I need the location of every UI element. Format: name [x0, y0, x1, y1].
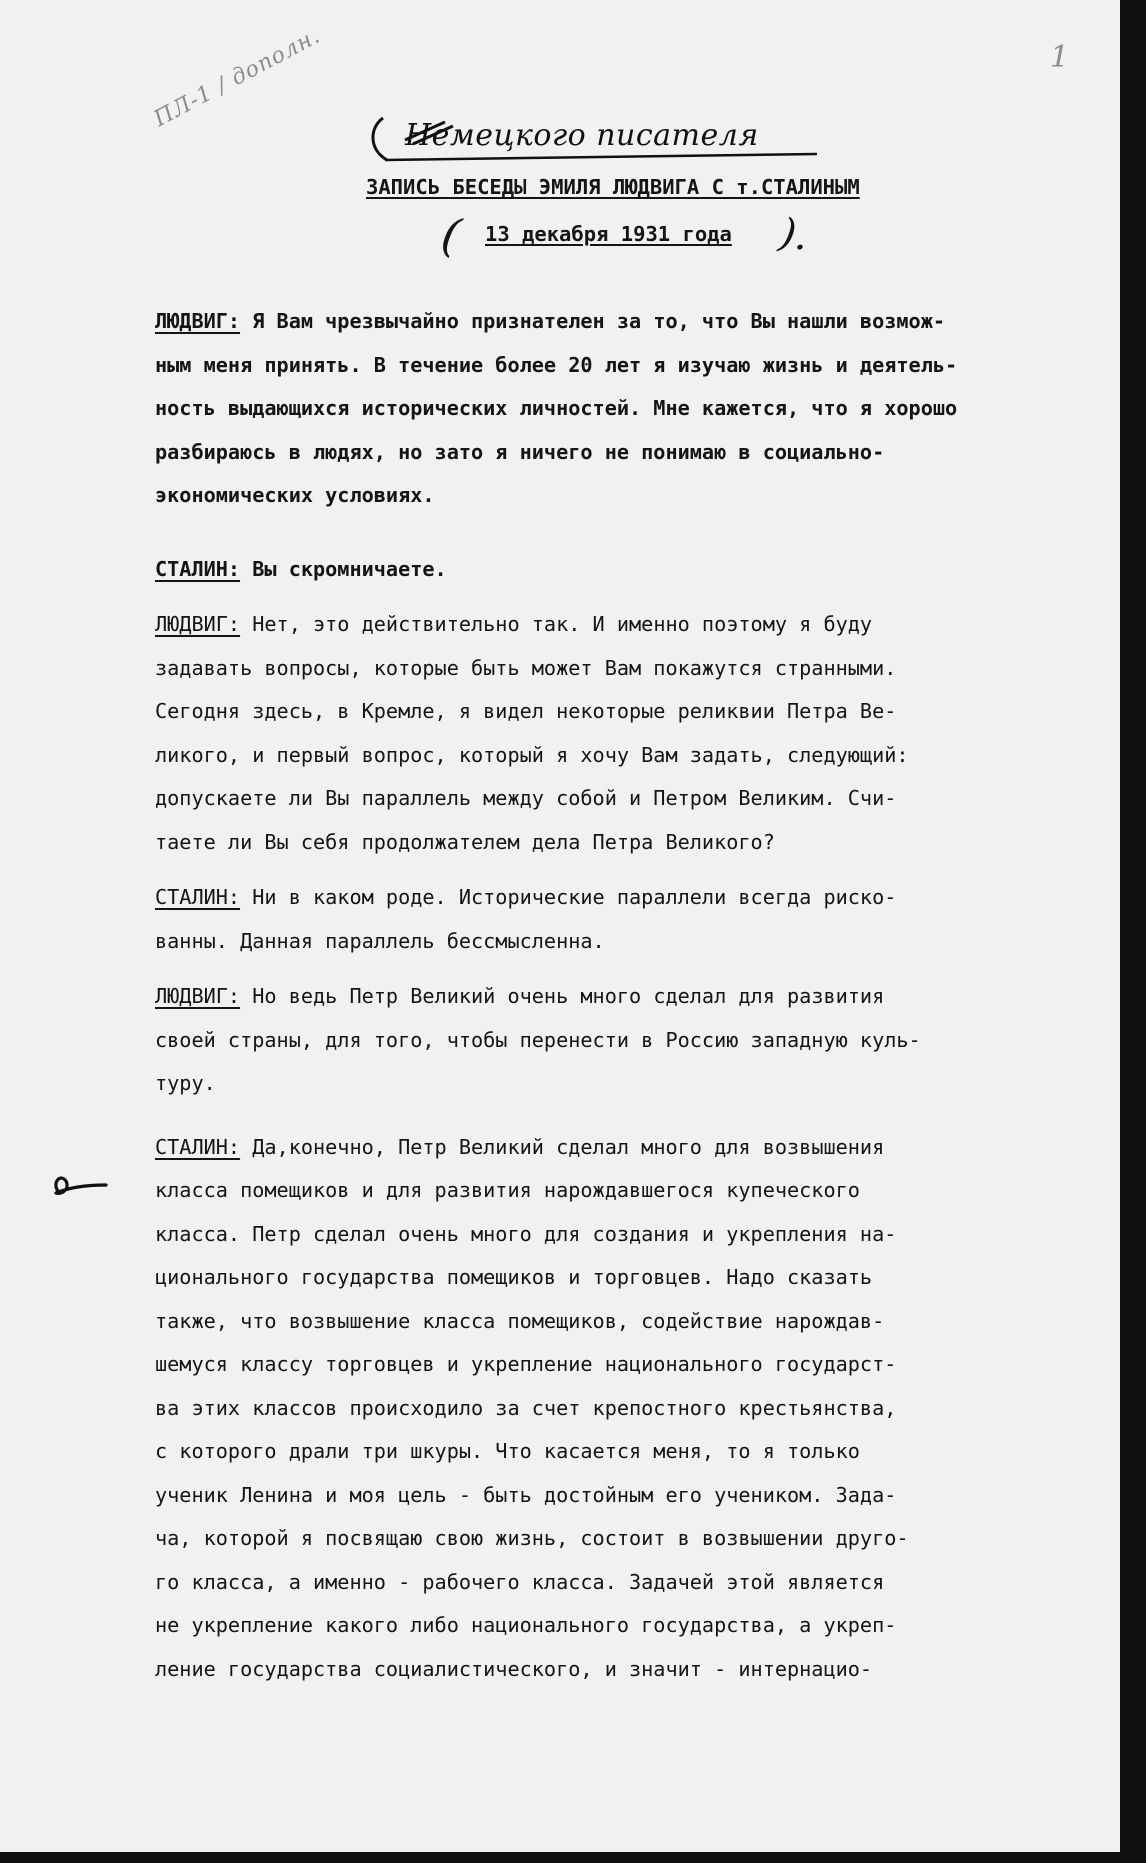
paragraph-line: класса помещиков и для развития нарождавшегося купеческого	[155, 1178, 860, 1202]
paragraph-line: ление государства социалистического, и значит - интернацио-	[155, 1656, 873, 1681]
scan-border-right	[1120, 0, 1146, 1863]
paragraph-line: класса. Петр сделал очень много для создания и укрепления на-	[155, 1221, 897, 1246]
paragraph-stalin-2	[155, 876, 1085, 963]
paragraph-ludwig-3	[155, 975, 1085, 1106]
speaker-label: СТАЛИН:	[155, 885, 241, 909]
paragraph-stalin-1	[155, 548, 1085, 592]
speaker-label: ЛЮДВИГ:	[155, 309, 241, 333]
paragraph-line: также, что возвышение класса помещиков, содействие нарождав-	[155, 1308, 885, 1333]
margin-check-mark-icon	[50, 1165, 110, 1205]
paragraph-line: ционального государства помещиков и торговцев. Надо сказать	[155, 1265, 873, 1289]
paragraph-line: ЛЮДВИГ: Я Вам чрезвычайно признателен за то, что Вы нашли возмож-	[155, 309, 946, 333]
document-title: ЗАПИСЬ БЕСЕДЫ ЭМИЛЯ ЛЮДВИГА С т.СТАЛИНЫМ	[366, 175, 860, 199]
paragraph-line: ва этих классов происходило за счет крепостного крестьянства,	[155, 1395, 897, 1420]
paragraph-line: туру.	[155, 1071, 216, 1095]
paragraph-line: ча, которой я посвящаю свою жизнь, состоит в возвышении друго-	[155, 1526, 909, 1550]
paragraph-line: задавать вопросы, которые быть может Вам покажутся странными.	[155, 655, 897, 680]
paragraph-line: СТАЛИН: Да,конечно, Петр Великий сделал много для возвышения	[155, 1134, 885, 1159]
speaker-label: СТАЛИН:	[155, 1134, 241, 1159]
margin-note: ПЛ-1 / дополн.	[150, 23, 325, 133]
speaker-label: ЛЮДВИГ:	[155, 612, 241, 636]
paragraph-ludwig-2	[155, 603, 1085, 864]
paragraph-ludwig-1	[155, 300, 1085, 518]
paragraph-line: ученик Ленина и моя цель - быть достойным его учеником. Зада-	[155, 1482, 897, 1507]
paragraph-line: СТАЛИН: Ни в каком роде. Исторические параллели всегда рискo-	[155, 885, 897, 909]
paragraph-line: ликого, и первый вопрос, который я хочу Вам задать, следующий:	[155, 742, 909, 767]
handwritten-heading	[385, 118, 759, 153]
paragraph-line: ЛЮДВИГ: Нет, это действительно так. И именно поэтому я буду	[155, 612, 873, 636]
paragraph-line: экономических условиях.	[155, 483, 435, 507]
handwritten-heading-text: Немецкого писателя	[405, 118, 759, 153]
speaker-label: ЛЮДВИГ:	[155, 984, 241, 1008]
paragraph-line: таете ли Вы себя продолжателем дела Петра Великого?	[155, 829, 775, 854]
document-date: 13 декабря 1931 года	[485, 222, 732, 246]
paragraph-line: не укрепление какого либо национального государства, а укреп-	[155, 1613, 897, 1637]
paragraph-line: ЛЮДВИГ: Но ведь Петр Великий очень много сделал для развития	[155, 984, 885, 1008]
paragraph-line: допускаете ли Вы параллель между собой и Петром Великим. Счи-	[155, 786, 897, 810]
paragraph-line: СТАЛИН: Вы скромничаете.	[155, 556, 447, 581]
handwritten-open-paren: (	[437, 206, 465, 264]
paragraph-line: ным меня принять. В течение более 20 лет я изучаю жизнь и деятель-	[155, 352, 958, 377]
handwritten-close-paren: ).	[776, 209, 813, 261]
paragraph-line: своей страны, для того, чтобы перенести в Россию западную куль-	[155, 1027, 921, 1052]
transcript-body	[155, 300, 1085, 1691]
paragraph-line: ность выдающихся исторических личностей. Мне кажется, что я хорошо	[155, 396, 958, 420]
paragraph-stalin-3	[155, 1126, 1085, 1692]
speaker-label: СТАЛИН:	[155, 556, 241, 581]
paragraph-line: ванны. Данная параллель бессмысленна.	[155, 928, 605, 953]
page-number: 1	[1050, 40, 1070, 75]
paragraph-line: разбираюсь в людях, но зато я ничего не понимаю в социально-	[155, 439, 885, 464]
paragraph-line: Сегодня здесь, в Кремле, я видел некоторые реликвии Петра Ве-	[155, 699, 897, 723]
paragraph-line: го класса, а именно - рабочего класса. Задачей этой является	[155, 1569, 885, 1594]
paragraph-line: с которого драли три шкуры. Что касается меня, то я только	[155, 1439, 860, 1463]
paragraph-line: шемуся классу торговцев и укрепление национального государст-	[155, 1352, 897, 1376]
scan-border-bottom	[0, 1852, 1146, 1863]
